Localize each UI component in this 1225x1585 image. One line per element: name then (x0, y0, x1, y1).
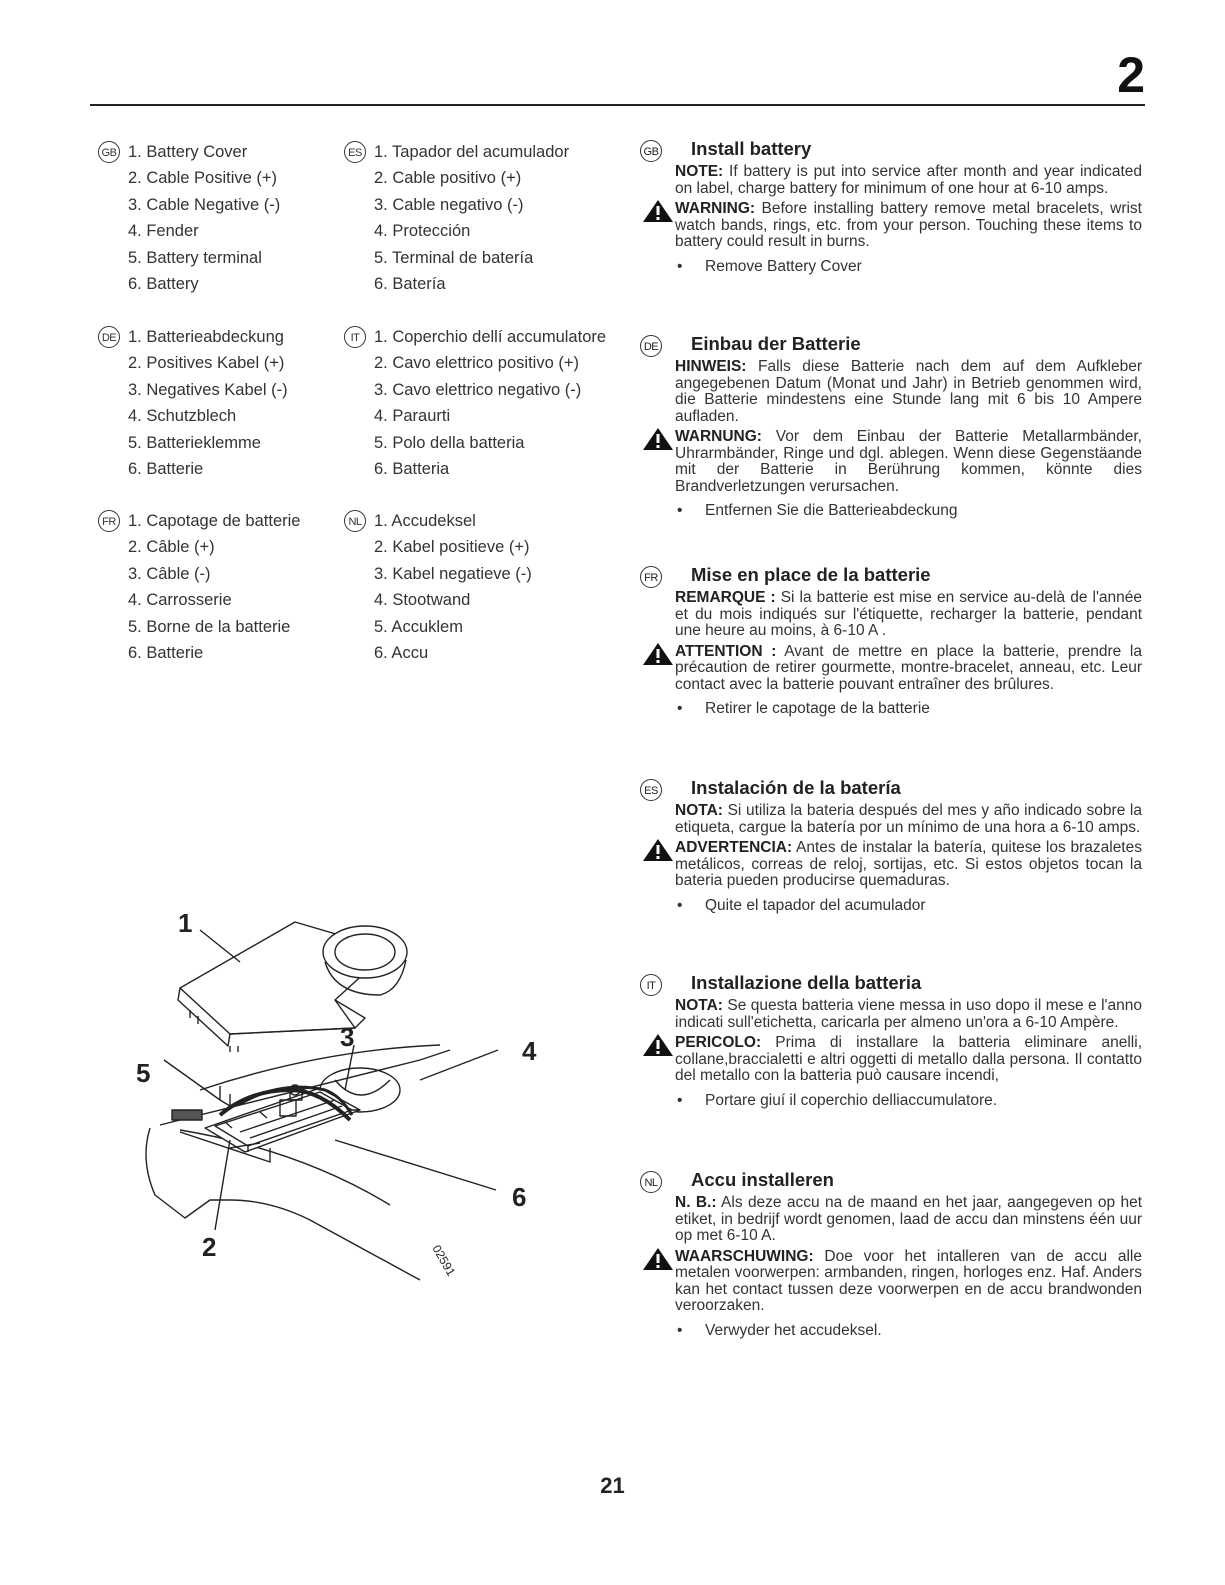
lang-badge: GB (640, 140, 662, 162)
section-gb (640, 138, 1142, 275)
callout-4: 4 (522, 1036, 537, 1066)
legend-item: 6. Batterie (128, 459, 204, 478)
bullet-item: • Entfernen Sie die Batterieabdeckung (677, 502, 958, 519)
lang-badge: NL (640, 1171, 662, 1193)
legend-item: 1. Capotage de batterie (128, 512, 301, 530)
lang-badge: NL (344, 510, 366, 532)
legend-item: 2. Câble (+) (128, 538, 215, 557)
legend-item: 4. Stootwand (374, 591, 471, 610)
bullet-item: • Portare giuí il coperchio delliaccumulatore. (677, 1091, 998, 1109)
note-label: REMARQUE : (675, 589, 776, 606)
legend-item: 5. Batterieklemme (128, 433, 261, 452)
warning-triangle-icon (642, 838, 674, 862)
warning-paragraph (675, 644, 1142, 694)
section-it (640, 972, 1142, 1109)
lang-badge: ES (640, 779, 662, 801)
callout-3: 3 (340, 1022, 355, 1052)
section-nl (640, 1169, 1142, 1339)
legend-fr (102, 508, 301, 666)
bullet-text: Retirer le capotage de la batterie (705, 700, 930, 717)
callout-6: 6 (512, 1182, 527, 1212)
legend-item: 3. Negatives Kabel (-) (128, 380, 288, 399)
warning-label: WAARSCHUWING: (675, 1247, 814, 1265)
legend-nl (348, 508, 532, 666)
callout-5: 5 (136, 1058, 151, 1088)
page-number: 21 (600, 1473, 625, 1498)
legend-item: 6. Accu (374, 643, 429, 662)
note-label: NOTE: (675, 163, 724, 180)
legend-es (348, 139, 570, 297)
warning-triangle-icon (642, 427, 674, 451)
legend-item: 3. Câble (-) (128, 564, 211, 583)
section-fr (640, 564, 1142, 718)
warning-triangle-icon (642, 1247, 674, 1271)
warning-label: WARNING: (675, 200, 756, 217)
lang-badge: DE (640, 335, 662, 357)
legend-item: 4. Paraurti (374, 407, 451, 426)
warning-paragraph (675, 429, 1142, 495)
legend-item: 1. Accudeksel (374, 512, 476, 530)
note-paragraph (675, 359, 1142, 425)
part-code: 02591 (429, 1242, 459, 1279)
callout-1: 1 (178, 908, 193, 938)
legend-item: 5. Battery terminal (128, 248, 262, 267)
bullet-item: • Quite el tapador del acumulador (677, 896, 926, 914)
warning-paragraph (675, 201, 1142, 251)
legend-item: 6. Batteria (374, 459, 450, 478)
lang-badge: DE (98, 326, 120, 348)
note-label: NOTA: (675, 997, 723, 1014)
bullet-item: • Retirer le capotage de la batterie (677, 700, 930, 717)
legend-item: 5. Polo della batteria (374, 433, 525, 452)
bullet-text: Portare giuí il coperchio delliaccumulatore. (705, 1091, 998, 1109)
battery-drawing (120, 900, 560, 1290)
warning-text: Prima di installare la batteria eliminare anelli, collane,braccialetti e altri oggetti di metallo dalla persona. Il contatto del metallo con la batteria può causare incendi, (675, 1034, 1142, 1084)
legend-item: 6. Batterie (128, 643, 204, 662)
note-label: N. B.: (675, 1194, 717, 1211)
legend-it (350, 324, 607, 482)
legend-item: 2. Positives Kabel (+) (128, 354, 285, 373)
note-text: Si utiliza la bateria después del mes y año indicado sobre la etiqueta, cargue la batería por un mínimo de una hora a 6-10 amps. (675, 802, 1142, 836)
warning-triangle-icon (642, 642, 674, 666)
note-paragraph (675, 164, 1142, 197)
section-title: Mise en place de la batterie (691, 564, 931, 585)
warning-paragraph (675, 1035, 1142, 1085)
legend-item: 4. Carrosserie (128, 591, 232, 610)
legend-item: 4. Fender (128, 222, 199, 241)
legend-item: 1. Battery Cover (128, 143, 248, 161)
section-title: Installazione della batteria (691, 972, 922, 993)
bullet-item: • Verwyder het accudeksel. (677, 1321, 882, 1339)
legend-item: 5. Accuklem (374, 617, 463, 636)
bullet-text: Remove Battery Cover (705, 257, 862, 275)
lang-badge: ES (344, 141, 366, 163)
warning-label: PERICOLO: (675, 1034, 762, 1051)
note-paragraph (675, 590, 1142, 640)
warning-text: Antes de instalar la batería, quitese los brazaletes metálicos, correas de reloj, sortijas, etc. Si estos objetos tocan la bateria pueden producirse quemaduras. (675, 839, 1142, 889)
legend-item: 3. Cable Negative (-) (128, 195, 281, 214)
legend-item: 1. Tapador del acumulador (374, 143, 570, 161)
note-paragraph (675, 1195, 1142, 1245)
legend-item: 2. Kabel positieve (+) (374, 538, 530, 557)
legend-item: 6. Battery (128, 274, 199, 293)
note-text: Se questa batteria viene messa in uso dopo il mese e l'anno indicati sull'etichetta, caricarla per almeno un'ora a 6-10 Ampère. (675, 997, 1142, 1031)
warning-triangle-icon (642, 1033, 674, 1057)
bullet-item: • Remove Battery Cover (677, 257, 862, 275)
lang-badge: IT (640, 974, 662, 996)
chapter-number: 2 (1117, 47, 1145, 103)
warning-label: ATTENTION : (675, 642, 777, 660)
lang-badge: GB (98, 141, 120, 163)
legend-item: 1. Batterieabdeckung (128, 328, 284, 346)
section-title: Einbau der Batterie (691, 333, 861, 354)
warning-paragraph (675, 1249, 1142, 1315)
legend-item: 2. Cable positivo (+) (374, 169, 522, 188)
legend-gb (101, 139, 281, 297)
legend-item: 4. Schutzblech (128, 407, 237, 426)
note-label: NOTA: (675, 802, 723, 819)
bullet-text: Quite el tapador del acumulador (705, 896, 926, 914)
note-text: Falls diese Batterie nach dem auf dem Aufkleber angegebenen Datum (Monat und Jahr) in Betrieb genommen wird, die Batterie mindestens eine Stunde lang mit 6 bis 10 Ampere aufladen. (675, 358, 1142, 425)
legend-item: 3. Kabel negatieve (-) (374, 564, 532, 583)
lang-badge: FR (98, 510, 120, 532)
legend-item: 5. Borne de la batterie (128, 617, 291, 636)
legend-de (101, 324, 288, 482)
legend-item: 4. Protección (374, 222, 471, 241)
battery-illustration (120, 900, 560, 1290)
warning-triangle-icon (642, 199, 674, 223)
warning-text: Before installing battery remove metal bracelets, wrist watch bands, rings, etc. from your person. Touching these items to battery could result in burns. (675, 200, 1142, 250)
section-title: Instalación de la batería (691, 777, 901, 798)
warning-label: WARNUNG: (675, 428, 762, 445)
warning-paragraph (675, 840, 1142, 890)
note-text: Si la batterie est mise en service au-delà de l'année et du mois indiqués sur l'étiquette, recharger la batterie, pendant une heure au moins, à 6-10 A . (675, 589, 1143, 639)
legend-item: 3. Cable negativo (-) (374, 195, 524, 214)
legend-item: 2. Cavo elettrico positivo (+) (374, 354, 579, 373)
bullet-text: Verwyder het accudeksel. (705, 1321, 882, 1339)
lang-badge: IT (344, 326, 366, 348)
note-paragraph (675, 803, 1142, 836)
section-title: Accu installeren (691, 1169, 834, 1190)
note-text: If battery is put into service after month and year indicated on label, charge battery for minimum of one hour at 6-10 amps. (675, 163, 1143, 197)
callout-2: 2 (202, 1232, 217, 1262)
section-title: Install battery (691, 138, 812, 159)
warning-label: ADVERTENCIA: (675, 839, 793, 856)
note-paragraph (675, 998, 1142, 1031)
section-es (640, 777, 1142, 914)
legend-item: 3. Cavo elettrico negativo (-) (374, 380, 582, 399)
lang-badge: FR (640, 566, 662, 588)
warning-text: Avant de mettre en place la batterie, prendre la précaution de retirer gourmette, montre-bracelet, anneau, etc. Leur contact avec la batterie pouvant entraîner des brûlures. (675, 642, 1142, 693)
bullet-text: Entfernen Sie die Batterieabdeckung (705, 502, 958, 519)
note-text: Als deze accu na de maand en het jaar, aangegeven op het etiket, in bedrijf wordt genomen, laad de accu dan minstens één uur op met 6-10 A. (675, 1194, 1143, 1244)
legend-item: 1. Coperchio dellí accumulatore (374, 328, 607, 346)
legend-item: 2. Cable Positive (+) (128, 169, 278, 188)
header-rule (90, 104, 1145, 106)
warning-text: Vor dem Einbau der Batterie Metallarmbänder, Uhrarmbänder, Ringe und dgl. ablegen. Wenn diese Gegenstäande mit der Batterie in Berührung kommen, könnte dies Brandverletzungen verursachen. (675, 428, 1142, 495)
note-label: HINWEIS: (675, 358, 747, 375)
legend-item: 5. Terminal de batería (374, 248, 534, 267)
legend-item: 6. Batería (374, 274, 446, 293)
warning-text: Doe voor het intalleren van de accu alle metalen voorwerpen: armbanden, ringen, horloges enz. Haf. Anders kan het contact tussen deze voorwerpen en de accu brandwonden veroorzaken. (675, 1247, 1142, 1314)
section-de (640, 333, 1142, 520)
